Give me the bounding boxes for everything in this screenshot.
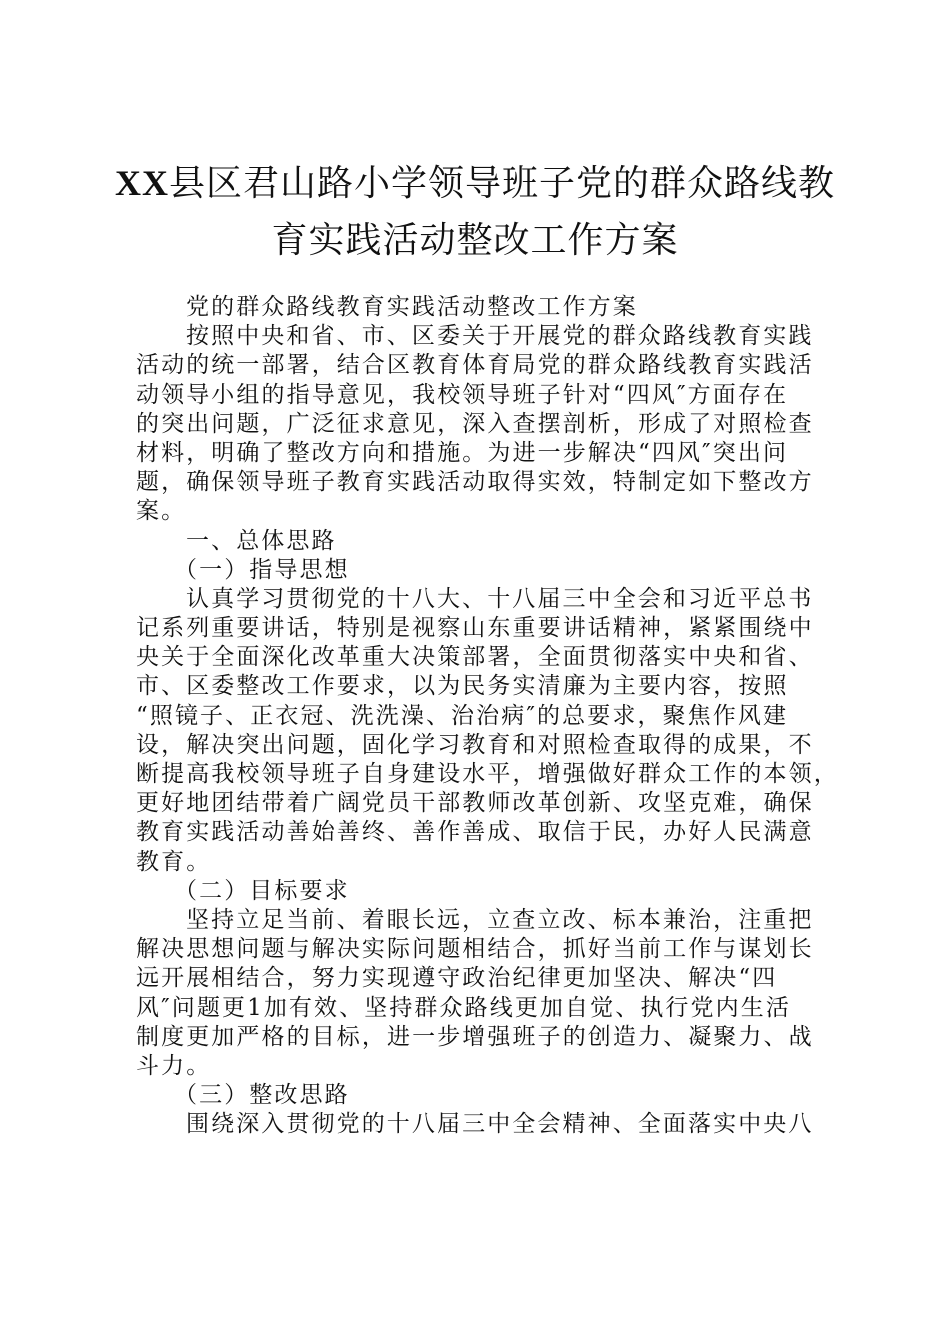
paragraph-line: 制度更加严格的目标，进一步增强班子的创造力、凝聚力、战 (136, 1023, 814, 1050)
subtitle-line: 党的群众路线教育实践活动整改工作方案 (186, 294, 638, 320)
paragraph-line: 案。 (136, 498, 187, 525)
section-heading: 一、总体思路 (186, 527, 337, 554)
paragraph-line: 活动的统一部署，结合区教育体育局党的群众路线教育实践活 (136, 352, 814, 379)
paragraph-line: 按照中央和省、市、区委关于开展党的群众路线教育实践 (186, 323, 814, 350)
paragraph-line: 围绕深入贯彻党的十八届三中全会精神、全面落实中央八 (186, 1111, 814, 1138)
document-body (136, 293, 839, 1139)
subsection-heading: （三）整改思路 (174, 1082, 350, 1109)
paragraph-line: 题，确保领导班子教育实践活动取得实效，特制定如下整改方 (136, 469, 814, 496)
paragraph-line: 的突出问题，广泛征求意见，深入查摆剖析，形成了对照检查 (136, 410, 814, 437)
subsection-heading: （二）目标要求 (174, 877, 350, 904)
paragraph-line: 斗力。 (136, 1052, 212, 1079)
paragraph-line: 市、区委整改工作要求，以为民务实清廉为主要内容，按照 (136, 673, 789, 700)
paragraph-line: 央关于全面深化改革重大决策部署，全面贯彻落实中央和省、 (136, 644, 814, 671)
title-line-1-text: 县区君山路小学领导班子党的群众路线教 (168, 163, 835, 204)
paragraph-line: 设，解决突出问题，固化学习教育和对照检查取得的成果，不 (136, 731, 814, 758)
paragraph-line: 坚持立足当前、着眼长远，立查立改、标本兼治，注重把 (186, 906, 814, 933)
paragraph-line: 认真学习贯彻党的十八大、十八届三中全会和习近平总书 (186, 585, 814, 612)
paragraph-line: 教育。 (136, 848, 212, 875)
paragraph-line: 风″问题更1加有效、坚持群众路线更加自觉、执行党内生活 (136, 994, 791, 1021)
document-title-line-2: 育实践活动整改工作方案 (271, 220, 679, 261)
paragraph-line: 教育实践活动善始善终、善作善成、取信于民，办好人民满意 (136, 819, 814, 846)
paragraph-line: 动领导小组的指导意见，我校领导班子针对“四风″方面存在 (136, 381, 789, 408)
paragraph-line: 解决思想问题与解决实际问题相结合，抓好当前工作与谋划长 (136, 936, 814, 963)
paragraph-line: 断提高我校领导班子自身建设水平，增强做好群众工作的本领， (136, 761, 839, 787)
paragraph-line: 记系列重要讲话，特别是视察山东重要讲话精神，紧紧围绕中 (136, 615, 814, 642)
paragraph-line: 远开展相结合，努力实现遵守政治纪律更加坚决、解决“四 (136, 965, 778, 992)
paragraph-line: 更好地团结带着广阔党员干部教师改革创新、攻坚克难，确保 (136, 790, 814, 817)
title-prefix: XX (114, 163, 169, 203)
paragraph-line: 材料，明确了整改方向和措施。为进一步解决“四风″突出问 (136, 439, 789, 466)
subsection-heading: （一）指导思想 (174, 556, 350, 583)
document-title-line-1 (100, 153, 850, 214)
paragraph-line: “照镜子、正衣冠、洗洗澡、治治病″的总要求，聚焦作风建 (136, 702, 789, 729)
